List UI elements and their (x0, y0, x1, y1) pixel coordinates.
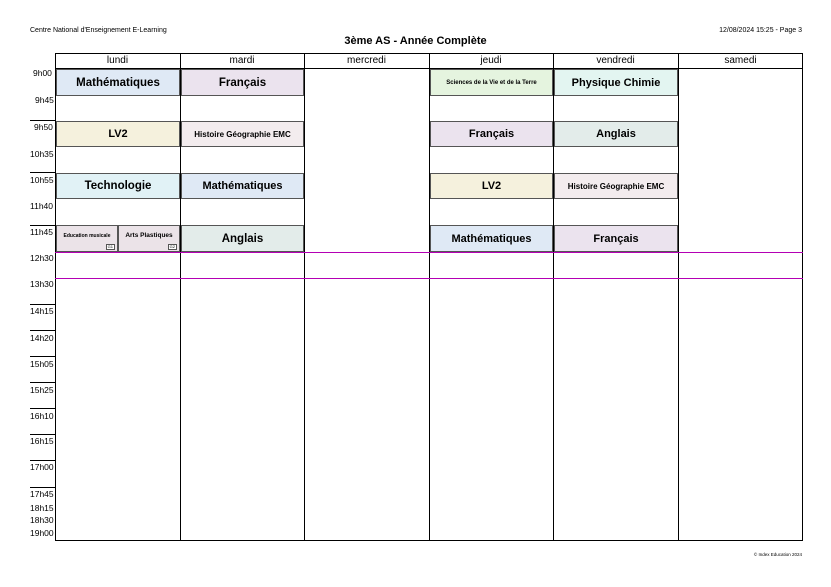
course-physique-chimie-vendredi[interactable]: Physique Chimie (554, 69, 678, 96)
copyright-footer: © Index Education 2024 (753, 552, 802, 557)
course-label: Education musicale (63, 233, 111, 239)
institution-name: Centre National d'Enseignement E-Learning (30, 27, 167, 34)
time-label: 18h30 (30, 515, 54, 525)
time-tick (30, 330, 55, 331)
course-histoire-geographie-mardi[interactable]: Histoire Géographie EMC (181, 121, 304, 147)
time-label: 14h20 (30, 333, 54, 343)
time-tick (30, 304, 55, 305)
day-header-mardi: mardi (229, 55, 255, 66)
schedule-title: 3ème AS - Année Complète (344, 35, 487, 47)
course-technologie-lundi[interactable]: Technologie (56, 173, 180, 199)
course-label: Arts Plastiques (125, 232, 173, 239)
time-label: 16h15 (30, 436, 54, 446)
course-francais-vendredi[interactable]: Français (554, 225, 678, 252)
time-label: 13h30 (30, 279, 54, 289)
column-divider (802, 53, 803, 541)
time-label: 14h15 (30, 306, 54, 316)
timetable-grid (55, 53, 803, 541)
course-francais-mardi[interactable]: Français (181, 69, 304, 96)
course-anglais-vendredi[interactable]: Anglais (554, 121, 678, 147)
time-tick (30, 434, 55, 435)
course-mathematiques-mardi[interactable]: Mathématiques (181, 173, 304, 199)
course-francais-jeudi[interactable]: Français (430, 121, 553, 147)
time-tick (30, 225, 55, 226)
time-label: 10h35 (30, 149, 54, 159)
time-label: 15h25 (30, 385, 54, 395)
course-svt-jeudi[interactable]: Sciences de la Vie et de la Terre (430, 69, 553, 96)
time-label: 17h45 (30, 489, 54, 499)
time-label: 11h45 (30, 227, 54, 237)
time-label: 16h10 (30, 411, 54, 421)
course-lv2-lundi[interactable]: LV2 (56, 121, 180, 147)
course-histoire-geographie-vendredi[interactable]: Histoire Géographie EMC (554, 173, 678, 199)
day-header-jeudi: jeudi (480, 55, 502, 66)
print-timestamp: 12/08/2024 15:25 - Page 3 (719, 27, 802, 34)
column-divider (304, 53, 305, 541)
time-label: 9h45 (35, 95, 54, 105)
time-tick (30, 356, 55, 357)
time-label: 12h30 (30, 253, 54, 263)
lunch-break-start-line (55, 252, 803, 253)
time-label: 15h05 (30, 359, 54, 369)
lunch-break-end-line (55, 278, 803, 279)
time-label: 17h00 (30, 462, 54, 472)
course-arts-plastiques-lundi[interactable] (118, 225, 180, 252)
time-tick (30, 408, 55, 409)
course-anglais-mardi[interactable]: Anglais (181, 225, 304, 252)
time-tick (30, 172, 55, 173)
course-lv2-jeudi[interactable]: LV2 (430, 173, 553, 199)
day-header-vendredi: vendredi (596, 55, 635, 66)
time-label: 10h55 (30, 175, 54, 185)
course-mathematiques-jeudi[interactable]: Mathématiques (430, 225, 553, 252)
day-header-samedi: samedi (724, 55, 757, 66)
course-mathematiques-lundi[interactable]: Mathématiques (56, 69, 180, 96)
time-tick (30, 120, 55, 121)
time-label: 9h50 (34, 122, 53, 132)
group-badge: G1 (107, 244, 113, 249)
time-tick (30, 487, 55, 488)
time-tick (30, 382, 55, 383)
day-header-lundi: lundi (106, 55, 129, 66)
course-education-musicale-lundi[interactable] (56, 225, 118, 252)
time-label: 9h00 (33, 68, 52, 78)
time-label: 18h15 (30, 503, 54, 513)
time-label: 11h40 (30, 201, 54, 211)
day-header-mercredi: mercredi (347, 55, 386, 66)
group-badge: G2 (169, 244, 175, 249)
column-divider (678, 53, 679, 541)
time-label: 19h00 (30, 528, 54, 538)
time-tick (30, 460, 55, 461)
